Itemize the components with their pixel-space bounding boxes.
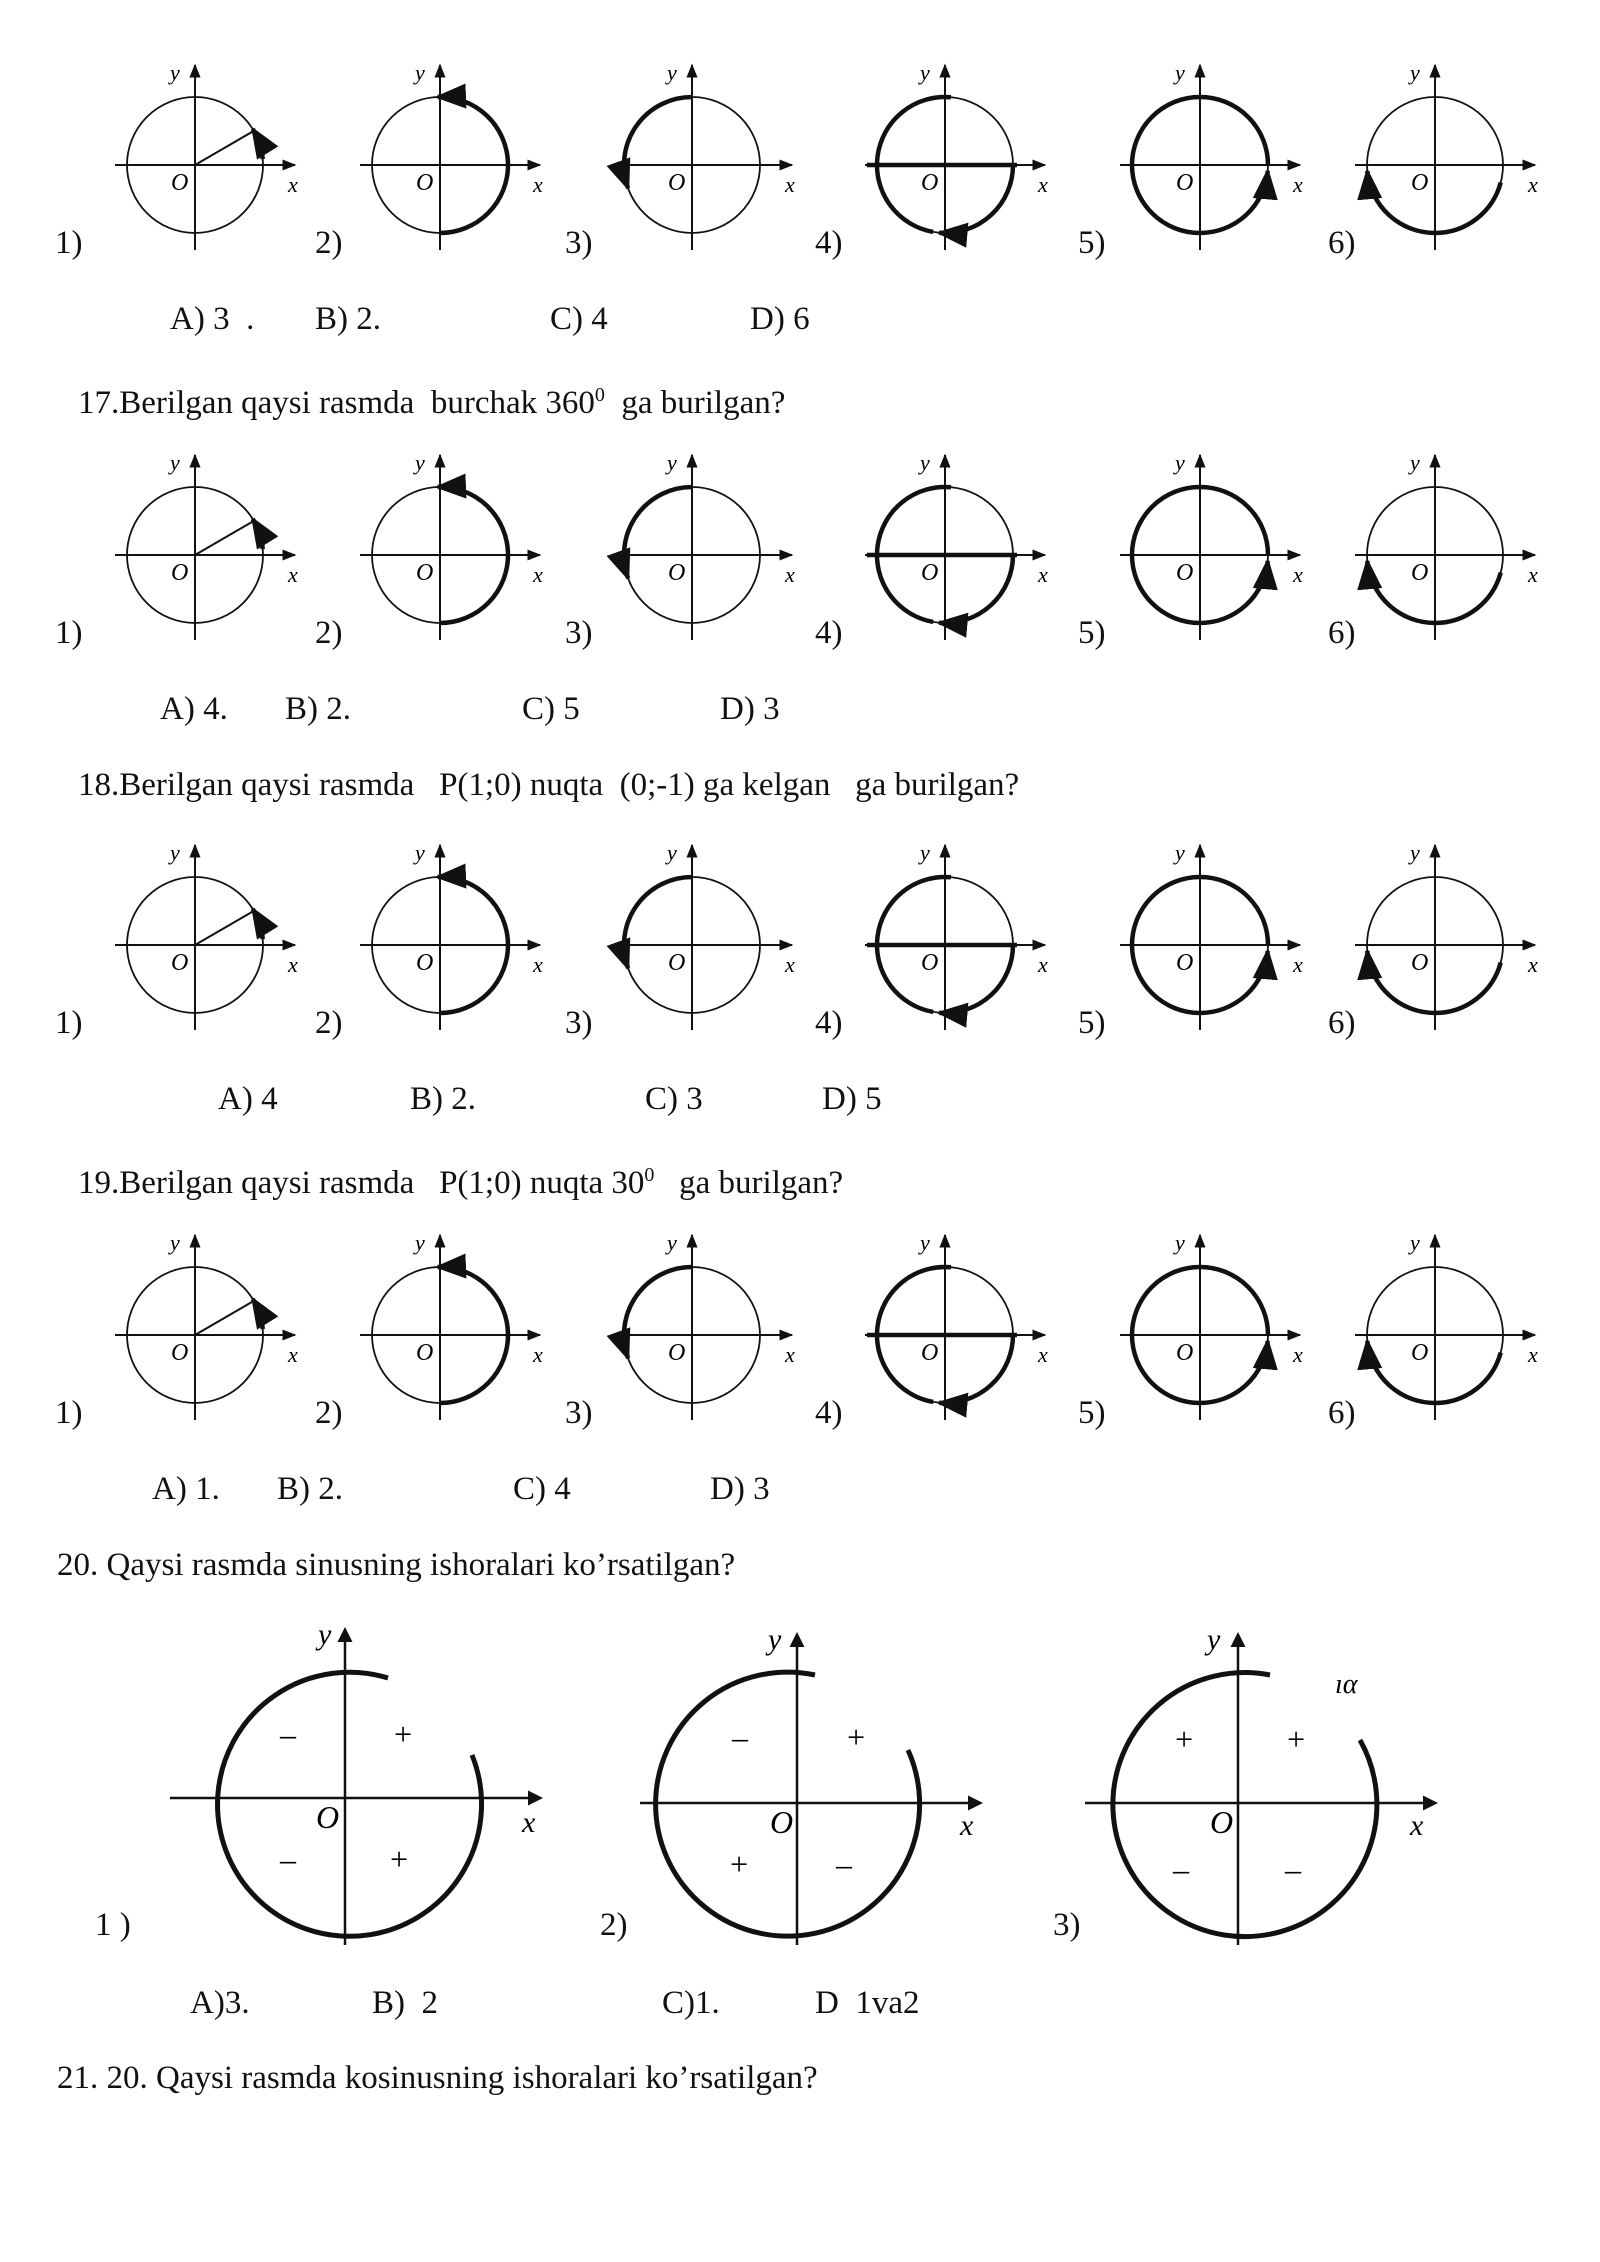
figure-number: 3)	[565, 225, 593, 261]
option-c: C) 3	[645, 1081, 703, 1117]
axis-label-y: y	[170, 840, 180, 865]
figure-number: 6)	[1328, 615, 1356, 651]
figure-number: 4)	[815, 1005, 843, 1041]
axis-label-y: y	[415, 840, 425, 865]
unit-circle-figure	[115, 840, 315, 1040]
axis-label-y: y	[1410, 1230, 1420, 1255]
axis-label-x: x	[1528, 952, 1538, 977]
figure-number: 4)	[815, 1395, 843, 1431]
axis-label-y: y	[920, 840, 930, 865]
origin-label: O	[416, 1340, 434, 1366]
figure-number: 5)	[1078, 225, 1106, 261]
axis-label-y: y	[1175, 1230, 1185, 1255]
origin-label: O	[1176, 1340, 1194, 1366]
sign-q2: +	[1173, 1721, 1195, 1757]
axis-label-y: y	[1175, 60, 1185, 85]
axis-label-y: y	[170, 450, 180, 475]
option-a: A) 4	[218, 1081, 278, 1117]
figure-number: 2)	[315, 1005, 343, 1041]
unit-circle-figure	[115, 60, 315, 260]
question-19: 19.Berilgan qaysi rasmda P(1;0) nuqta $30^0$ ga burilgan?	[78, 1164, 844, 1201]
figure-number: 1)	[55, 225, 83, 261]
unit-circle-figure	[1120, 840, 1320, 1040]
axis-label-y: y	[667, 840, 677, 865]
figure-number: 2)	[600, 1907, 628, 1943]
axis-label-y: y	[1175, 840, 1185, 865]
option-a: A)3.	[190, 1985, 250, 2021]
figure-number: 1)	[55, 1005, 83, 1041]
option-d: D) 6	[750, 301, 810, 337]
origin-label: O	[416, 560, 434, 586]
unit-circle-figure	[1355, 450, 1555, 650]
axis-label-x: x	[1528, 1342, 1538, 1367]
axis-label-x: x	[533, 562, 543, 587]
unit-circle-figure	[360, 60, 560, 260]
sign-diagram-2	[640, 1625, 1000, 1955]
axis-label-x: x	[785, 562, 795, 587]
origin-label: O	[416, 170, 434, 196]
option-b: B) 2.	[277, 1471, 343, 1507]
unit-circle-figure	[865, 450, 1065, 650]
partial-text-fragment: ıα	[1335, 1669, 1358, 1700]
axis-label-x: x	[960, 1809, 974, 1842]
axis-label-y: y	[170, 1230, 180, 1255]
sign-q1: +	[1285, 1721, 1307, 1757]
unit-circle-figure	[360, 450, 560, 650]
origin-label: O	[668, 950, 686, 976]
unit-circle-figure	[115, 1230, 315, 1430]
origin-label: O	[668, 170, 686, 196]
figure-number: 1 )	[95, 1907, 131, 1943]
axis-label-x: x	[288, 172, 298, 197]
axis-label-x: x	[1293, 562, 1303, 587]
option-b: B) 2.	[410, 1081, 476, 1117]
origin-label: O	[171, 1340, 189, 1366]
figure-number: 5)	[1078, 1395, 1106, 1431]
origin-label: O	[668, 560, 686, 586]
unit-circle-figure	[865, 1230, 1065, 1430]
axis-label-x: x	[533, 1342, 543, 1367]
origin-label: O	[770, 1804, 794, 1840]
option-b: B) 2	[372, 1985, 438, 2021]
question-21: 21. 20. Qaysi rasmda kosinusning ishoralari ko’rsatilgan?	[57, 2060, 818, 2096]
sign-q4: –	[836, 1846, 852, 1882]
sign-q3: –	[280, 1841, 296, 1877]
option-c: C) 5	[522, 691, 580, 727]
option-d: D) 3	[710, 1471, 770, 1507]
option-d: D) 5	[822, 1081, 882, 1117]
unit-circle-figure	[612, 60, 812, 260]
sign-q1: +	[392, 1716, 414, 1752]
question-18: 18.Berilgan qaysi rasmda P(1;0) nuqta (0;-1) ga kelgan ga burilgan?	[78, 767, 1020, 803]
origin-label: O	[1176, 950, 1194, 976]
axis-label-x: x	[533, 952, 543, 977]
unit-circle-figure	[865, 60, 1065, 260]
origin-label: O	[1411, 1340, 1429, 1366]
sign-q3: +	[728, 1846, 750, 1882]
axis-label-y: y	[667, 450, 677, 475]
origin-label: O	[416, 950, 434, 976]
axis-label-x: x	[288, 562, 298, 587]
axis-label-y: y	[1207, 1623, 1221, 1656]
axis-label-y: y	[920, 450, 930, 475]
figure-number: 6)	[1328, 1005, 1356, 1041]
origin-label: O	[668, 1340, 686, 1366]
figure-number: 6)	[1328, 225, 1356, 261]
axis-label-x: x	[1528, 172, 1538, 197]
axis-label-y: y	[1410, 450, 1420, 475]
origin-label: O	[921, 950, 939, 976]
option-a: A) 1.	[152, 1471, 220, 1507]
option-b: B) 2.	[315, 301, 381, 337]
axis-label-y: y	[318, 1618, 332, 1651]
axis-label-x: x	[785, 1342, 795, 1367]
axis-label-y: y	[170, 60, 180, 85]
figure-number: 5)	[1078, 1005, 1106, 1041]
axis-label-y: y	[667, 60, 677, 85]
axis-label-x: x	[1528, 562, 1538, 587]
figure-number: 1)	[55, 1395, 83, 1431]
axis-label-x: x	[785, 172, 795, 197]
unit-circle-figure	[1355, 840, 1555, 1040]
axis-label-x: x	[1038, 1342, 1048, 1367]
origin-label: O	[1411, 170, 1429, 196]
unit-circle-figure	[360, 1230, 560, 1430]
unit-circle-figure	[612, 450, 812, 650]
option-c: C)1.	[662, 1985, 720, 2021]
axis-label-x: x	[1293, 1342, 1303, 1367]
unit-circle-figure	[612, 1230, 812, 1430]
axis-label-x: x	[288, 1342, 298, 1367]
unit-circle-figure	[115, 450, 315, 650]
unit-circle-figure	[1120, 1230, 1320, 1430]
question-17: 17.Berilgan qaysi rasmda burchak $360^0$ ga burilgan?	[78, 384, 786, 421]
figure-number: 3)	[565, 615, 593, 651]
question-20: 20. Qaysi rasmda sinusning ishoralari ko’rsatilgan?	[57, 1547, 736, 1583]
axis-label-x: x	[1293, 952, 1303, 977]
figure-number: 4)	[815, 615, 843, 651]
sign-q4: +	[388, 1841, 410, 1877]
figure-number: 3)	[1053, 1907, 1081, 1943]
axis-label-y: y	[415, 1230, 425, 1255]
figure-number: 2)	[315, 615, 343, 651]
axis-label-x: x	[288, 952, 298, 977]
option-c: C) 4	[513, 1471, 571, 1507]
figure-number: 5)	[1078, 615, 1106, 651]
axis-label-y: y	[1410, 840, 1420, 865]
axis-label-y: y	[920, 1230, 930, 1255]
unit-circle-figure	[865, 840, 1065, 1040]
figure-number: 6)	[1328, 1395, 1356, 1431]
sign-q4: –	[1285, 1851, 1301, 1887]
axis-label-x: x	[1038, 952, 1048, 977]
origin-label: O	[1176, 560, 1194, 586]
origin-label: O	[1210, 1804, 1234, 1840]
origin-label: O	[171, 170, 189, 196]
axis-label-x: x	[1410, 1809, 1424, 1842]
origin-label: O	[921, 170, 939, 196]
option-b: B) 2.	[285, 691, 351, 727]
axis-label-y: y	[415, 450, 425, 475]
origin-label: O	[1411, 560, 1429, 586]
unit-circle-figure	[360, 840, 560, 1040]
origin-label: O	[171, 560, 189, 586]
sign-q2: –	[280, 1716, 296, 1752]
sign-diagram-3	[1085, 1625, 1465, 1955]
figure-number: 3)	[565, 1395, 593, 1431]
axis-label-x: x	[1293, 172, 1303, 197]
axis-label-y: y	[768, 1623, 782, 1656]
axis-label-x: x	[1038, 172, 1048, 197]
option-a: A) 4.	[160, 691, 228, 727]
sign-diagram-1	[170, 1620, 550, 1950]
sign-q1: +	[845, 1719, 867, 1755]
origin-label: O	[1176, 170, 1194, 196]
sign-q2: –	[732, 1719, 748, 1755]
origin-label: O	[316, 1799, 340, 1835]
unit-circle-figure	[612, 840, 812, 1040]
axis-label-y: y	[920, 60, 930, 85]
figure-number: 2)	[315, 1395, 343, 1431]
axis-label-y: y	[1175, 450, 1185, 475]
option-a: A) 3 .	[170, 301, 255, 337]
figure-number: 1)	[55, 615, 83, 651]
figure-number: 2)	[315, 225, 343, 261]
option-c: C) 4	[550, 301, 608, 337]
origin-label: O	[171, 950, 189, 976]
option-d: D 1va2	[815, 1985, 920, 2021]
unit-circle-figure	[1355, 60, 1555, 260]
figure-number: 3)	[565, 1005, 593, 1041]
axis-label-y: y	[667, 1230, 677, 1255]
origin-label: O	[1411, 950, 1429, 976]
figure-number: 4)	[815, 225, 843, 261]
axis-label-x: x	[785, 952, 795, 977]
unit-circle-figure	[1355, 1230, 1555, 1430]
unit-circle-figure	[1120, 450, 1320, 650]
axis-label-x: x	[522, 1806, 536, 1839]
origin-label: O	[921, 560, 939, 586]
axis-label-y: y	[415, 60, 425, 85]
option-d: D) 3	[720, 691, 780, 727]
axis-label-x: x	[1038, 562, 1048, 587]
axis-label-x: x	[533, 172, 543, 197]
unit-circle-figure	[1120, 60, 1320, 260]
origin-label: O	[921, 1340, 939, 1366]
axis-label-y: y	[1410, 60, 1420, 85]
sign-q3: –	[1173, 1851, 1189, 1887]
